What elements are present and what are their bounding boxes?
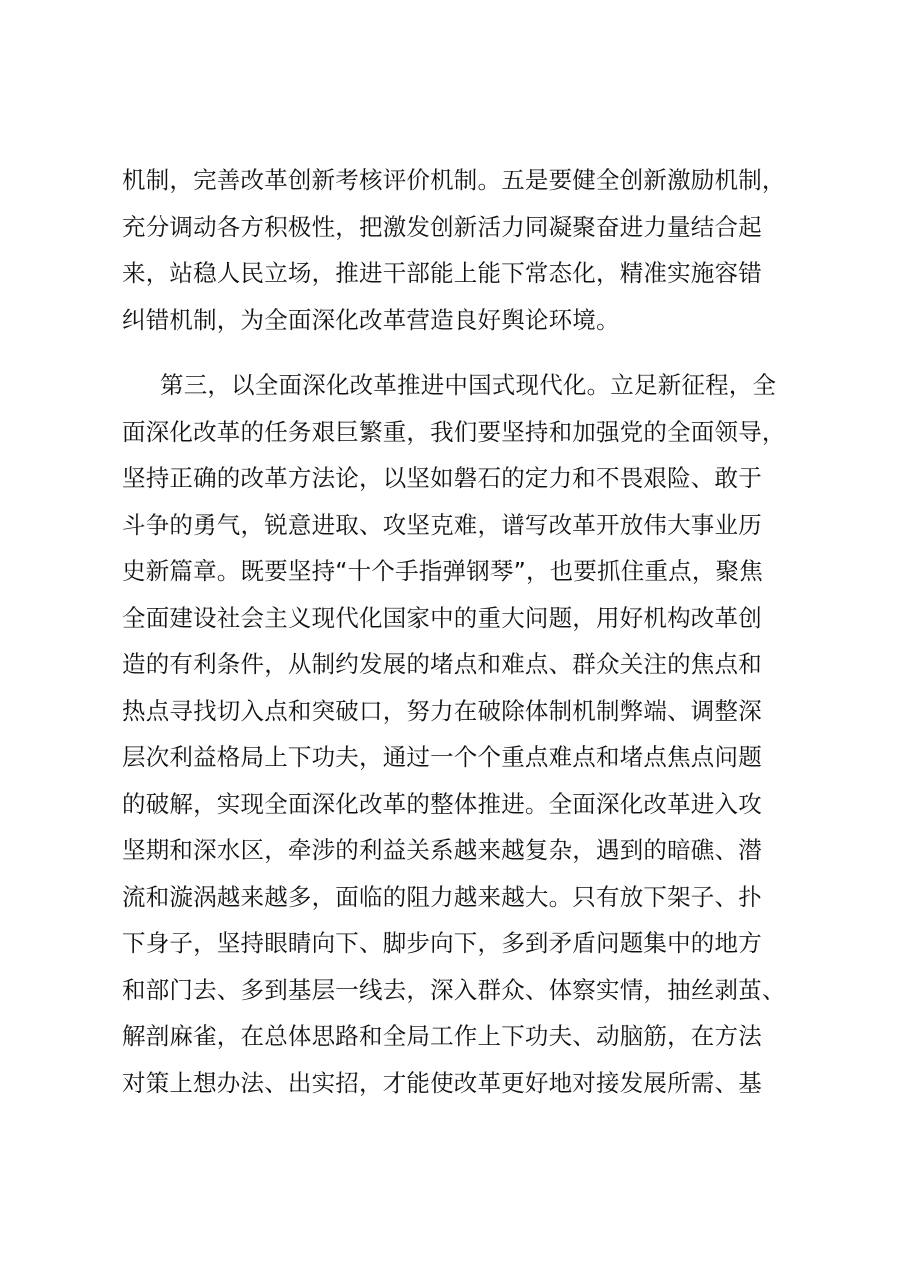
text-line: 斗争的勇气，锐意进取、攻坚克难，谱写改革开放伟大事业历 bbox=[122, 510, 762, 539]
paragraph-2 bbox=[122, 362, 812, 1106]
text-line: 的破解，实现全面深化改革的整体推进。全面深化改革进入攻 bbox=[122, 789, 762, 818]
text-line: 来，站稳人民立场，推进干部能上能下常态化，精准实施容错 bbox=[122, 259, 762, 287]
text-line: 层次利益格局上下功夫，通过一个个重点难点和堵点焦点问题 bbox=[122, 743, 762, 771]
text-line: 坚期和深水区，牵涉的利益关系越来越复杂，遇到的暗礁、潜 bbox=[122, 836, 762, 864]
text-line: 热点寻找切入点和突破口，努力在破除体制机制弊端、调整深 bbox=[122, 696, 762, 725]
text-line: 机制，完善改革创新考核评价机制。五是要健全创新激励机制， bbox=[122, 166, 786, 194]
text-line: 全面建设社会主义现代化国家中的重大问题，用好机构改革创 bbox=[122, 603, 762, 632]
paragraph-1 bbox=[122, 157, 812, 343]
text-line: 下身子，坚持眼睛向下、脚步向下，多到矛盾问题集中的地方 bbox=[122, 929, 762, 957]
text-line: 对策上想办法、出实招，才能使改革更好地对接发展所需、基 bbox=[122, 1068, 762, 1097]
text-line: 史新篇章。既要坚持“十个手指弹钢琴”，也要抓住重点，聚焦 bbox=[122, 557, 763, 585]
text-line: 坚持正确的改革方法论，以坚如磐石的定力和不畏艰险、敢于 bbox=[122, 464, 762, 492]
text-line: 第三，以全面深化改革推进中国式现代化。立足新征程，全 bbox=[160, 371, 777, 399]
text-line: 和部门去、多到基层一线去，深入群众、体察实情，抽丝剥茧、 bbox=[122, 975, 786, 1004]
text-line: 造的有利条件，从制约发展的堵点和难点、群众关注的焦点和 bbox=[122, 650, 762, 678]
text-line: 充分调动各方积极性，把激发创新活力同凝聚奋进力量结合起 bbox=[122, 212, 762, 241]
text-line: 流和漩涡越来越多，面临的阻力越来越大。只有放下架子、扑 bbox=[122, 882, 762, 911]
text-line: 纠错机制，为全面深化改革营造良好舆论环境。 bbox=[122, 305, 620, 334]
text-line: 面深化改革的任务艰巨繁重，我们要坚持和加强党的全面领导， bbox=[122, 417, 786, 446]
text-line: 解剖麻雀，在总体思路和全局工作上下功夫、动脑筋，在方法 bbox=[122, 1022, 762, 1050]
